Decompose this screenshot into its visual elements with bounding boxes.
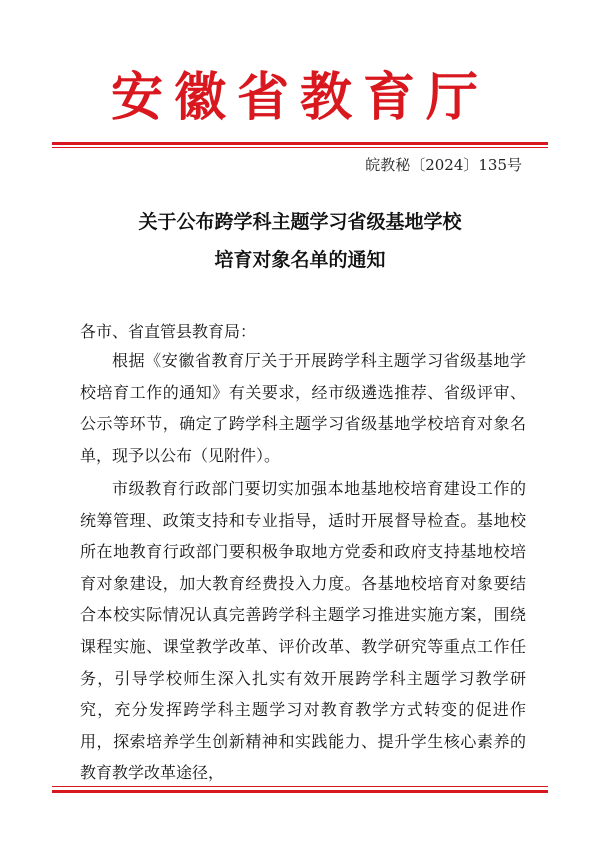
- footer-divider-thick: [52, 790, 548, 793]
- salutation: 各市、省直管县教育局：: [80, 322, 257, 341]
- masthead-divider-thin: [52, 147, 548, 148]
- footer-divider-thin: [52, 786, 548, 787]
- document-number: 皖教秘〔2024〕135号: [365, 156, 522, 174]
- document-title-line-2: 培育对象名单的通知: [214, 249, 386, 271]
- agency-masthead: 安徽省教育厅: [110, 67, 489, 128]
- masthead-divider-thick: [52, 142, 548, 145]
- body-paragraph: 市级教育行政部门要切实加强本地基地校培育建设工作的统筹管理、政策支持和专业指导，适时开展督导检查。基地校所在地教育行政部门要积极争取地方党委和政府支持基地校培育对象建设，加大教育经费投入力度。各基地校培育对象要结合本校实际情况认真完善跨学科主题学习推进实施方案，围绕课程实施、课堂教学改革、评价改革、教学研究等重点工作任务，引导学校师生深入扎实有效开展跨学科主题学习教学研究，充分发挥跨学科主题学习对教育教学方式转变的促进作用，探索培养学生创新精神和实践能力、提升学生核心素养的教育教学改革途径，: [80, 479, 526, 783]
- body-paragraph: 根据《安徽省教育厅关于开展跨学科主题学习省级基地学校培育工作的通知》有关要求，经市级遴选推荐、省级评审、公示等环节，确定了跨学科主题学习省级基地学校培育对象名单，现予以公布（见附件）。: [80, 351, 526, 465]
- document-title-line-1: 关于公布跨学科主题学习省级基地学校: [138, 211, 462, 233]
